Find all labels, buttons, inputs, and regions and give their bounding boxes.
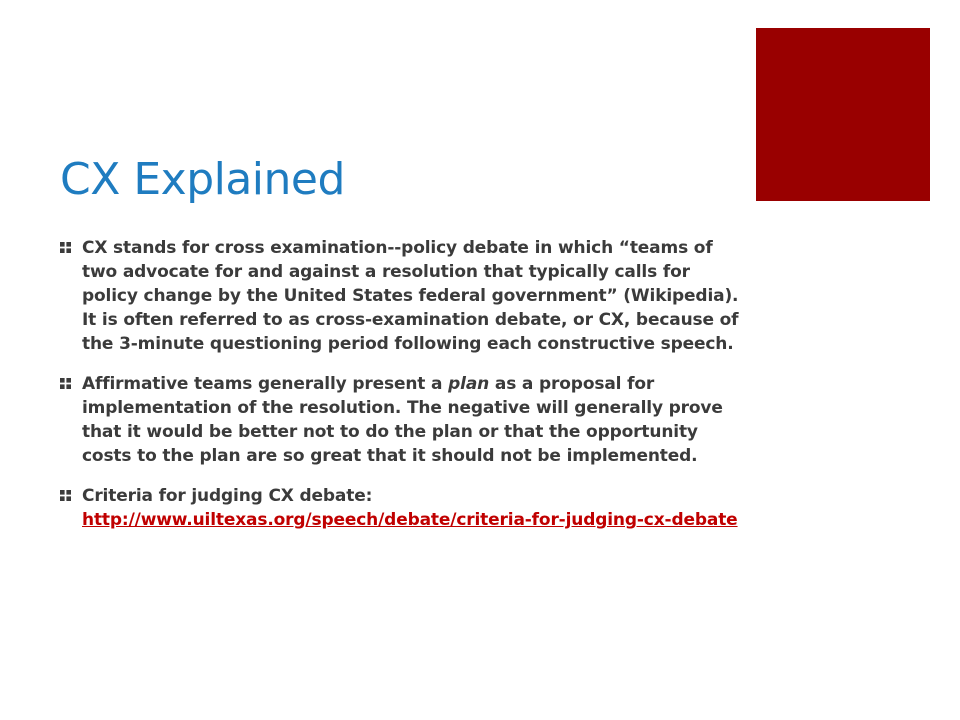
bullet-text: CX stands for cross examination--policy debate in which “teams of two advocate for and against a resolution that typically calls for policy change by the United States federal government” (Wikipedia). It is often referred to as cross-examination debate, or CX, because of the 3-minute questioning period following each constructive speech. bbox=[82, 238, 739, 354]
accent-block bbox=[756, 28, 930, 201]
square-bullet-icon bbox=[60, 378, 71, 389]
square-bullet-icon bbox=[60, 490, 71, 501]
bullet-item bbox=[60, 372, 750, 468]
bullet-text: Criteria for judging CX debate: bbox=[82, 486, 373, 506]
square-bullet-icon bbox=[60, 242, 71, 253]
criteria-link[interactable]: http://www.uiltexas.org/speech/debate/criteria-for-judging-cx-debate bbox=[82, 510, 738, 530]
bullet-list bbox=[60, 236, 750, 548]
bullet-item bbox=[60, 236, 750, 356]
bullet-emphasis: plan bbox=[448, 374, 490, 394]
bullet-item bbox=[60, 484, 750, 532]
bullet-text: as a proposal for implementation of the resolution. The negative will generally prove that it would be better not to do the plan or that the opportunity costs to the plan are so great that it should not be implemented. bbox=[82, 374, 723, 466]
bullet-text: Affirmative teams generally present a bbox=[82, 374, 449, 394]
slide-title: CX Explained bbox=[60, 154, 345, 205]
